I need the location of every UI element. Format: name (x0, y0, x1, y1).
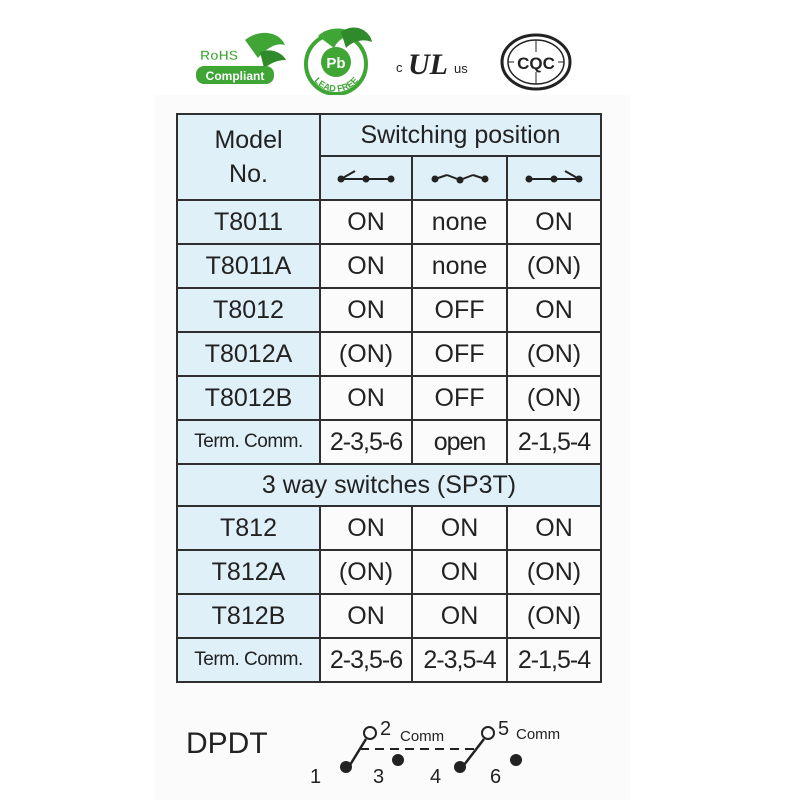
position-3-cell: (ON) (507, 376, 601, 420)
svg-text:us: us (454, 61, 468, 76)
position-1-cell: ON (320, 288, 412, 332)
model-cell: T8011A (177, 244, 320, 288)
switching-position-table (176, 113, 602, 683)
rohs-logo (190, 30, 290, 90)
model-cell: T8011 (177, 200, 320, 244)
terminal-common-row (177, 420, 601, 464)
comm-2-label: Comm (516, 726, 561, 743)
lead-free-text: LEAD FREE (312, 75, 360, 94)
position-3-cell: ON (507, 200, 601, 244)
section-title-sp3t: 3 way switches (SP3T) (177, 464, 601, 506)
switching-position-header: Switching position (320, 114, 601, 156)
pin-5-label: 5 (498, 718, 510, 740)
model-cell: T8012B (177, 376, 320, 420)
position-2-cell: none (412, 200, 507, 244)
term-comm-label: Term. Comm. (177, 638, 320, 682)
model-cell: T812B (177, 594, 320, 638)
position-1-cell: ON (320, 506, 412, 550)
model-cell: T8012A (177, 332, 320, 376)
position-1-symbol (320, 156, 412, 200)
pin-4-label: 4 (430, 766, 442, 788)
cqc-text: CQC (517, 54, 555, 73)
table-row (177, 376, 601, 420)
rohs-compliant-text: Compliant (205, 69, 265, 83)
position-1-cell: ON (320, 200, 412, 244)
position-3-cell: ON (507, 506, 601, 550)
model-cell: T8012 (177, 288, 320, 332)
position-3-cell: (ON) (507, 594, 601, 638)
position-2-symbol (412, 156, 507, 200)
pin-3-label: 3 (373, 766, 385, 788)
dpdt-schematic (180, 705, 600, 800)
term-comm-position-3: 2-1,5-4 (507, 638, 601, 682)
model-cell: T812 (177, 506, 320, 550)
table-row (177, 332, 601, 376)
table-row (177, 594, 601, 638)
position-2-cell: ON (412, 506, 507, 550)
position-3-symbol (507, 156, 601, 200)
term-comm-position-1: 2-3,5-6 (320, 420, 412, 464)
dpdt-label: DPDT (186, 727, 268, 760)
dpdt-diagram (310, 705, 600, 800)
switch-position-3-icon (523, 166, 585, 186)
term-comm-label: Term. Comm. (177, 420, 320, 464)
cqc-logo (498, 32, 578, 94)
position-2-cell: ON (412, 550, 507, 594)
position-2-cell: OFF (412, 376, 507, 420)
position-2-cell: ON (412, 594, 507, 638)
switch-2-lever (464, 739, 484, 765)
position-3-cell: (ON) (507, 550, 601, 594)
certification-logos (0, 0, 800, 105)
switch-1-lever (350, 739, 366, 765)
table-row (177, 244, 601, 288)
position-2-cell: none (412, 244, 507, 288)
terminal-common-row (177, 638, 601, 682)
position-1-cell: ON (320, 244, 412, 288)
position-3-cell: ON (507, 288, 601, 332)
terminal-6-contact (510, 754, 522, 766)
lead-free-logo (296, 24, 381, 99)
term-comm-position-3: 2-1,5-4 (507, 420, 601, 464)
terminal-3-contact (392, 754, 404, 766)
model-header: Model No. (177, 114, 320, 200)
position-1-cell: (ON) (320, 332, 412, 376)
pin-6-label: 6 (490, 766, 502, 788)
pin-1-label: 1 (310, 766, 322, 788)
position-3-cell: (ON) (507, 244, 601, 288)
ul-logo (396, 42, 481, 82)
table-row (177, 200, 601, 244)
term-comm-position-2: 2-3,5-4 (412, 638, 507, 682)
terminal-1-contact (340, 761, 352, 773)
comm-1-label: Comm (400, 728, 445, 745)
model-cell: T812A (177, 550, 320, 594)
position-1-cell: ON (320, 376, 412, 420)
pin-2-label: 2 (380, 718, 392, 740)
position-1-cell: (ON) (320, 550, 412, 594)
term-comm-position-2: open (412, 420, 507, 464)
table-row (177, 506, 601, 550)
term-comm-position-1: 2-3,5-6 (320, 638, 412, 682)
switch-position-2-icon (429, 166, 491, 186)
rohs-text: RoHS (200, 47, 239, 63)
table-row (177, 550, 601, 594)
switch-position-1-icon (335, 166, 397, 186)
terminal-4-contact (454, 761, 466, 773)
ul-mark: UL (408, 48, 448, 81)
terminal-5-contact (482, 727, 494, 739)
position-2-cell: OFF (412, 288, 507, 332)
svg-text:c: c (396, 60, 403, 75)
terminal-2-contact (364, 727, 376, 739)
table-row (177, 288, 601, 332)
pb-text: Pb (326, 55, 346, 72)
section-row (177, 464, 601, 506)
position-2-cell: OFF (412, 332, 507, 376)
position-1-cell: ON (320, 594, 412, 638)
position-3-cell: (ON) (507, 332, 601, 376)
